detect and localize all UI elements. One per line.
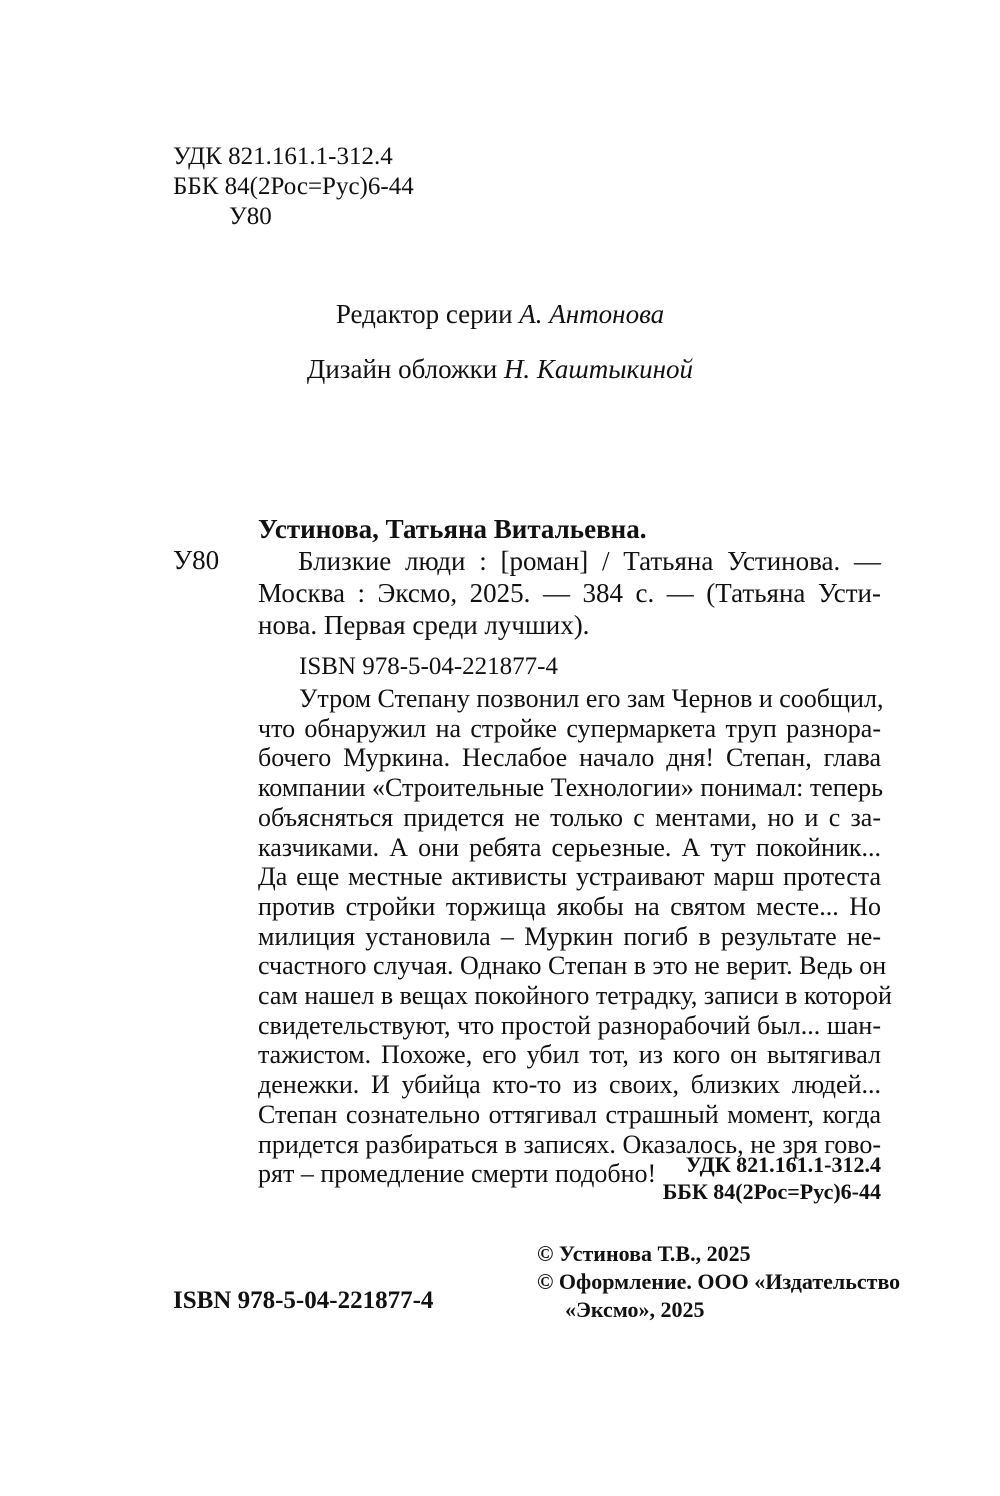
- designer-name: Н. Каштыкиной: [503, 354, 694, 384]
- cover-designer-credit: [0, 354, 1000, 385]
- annotation-line: денежки. И убийца кто-то из своих, близких людей...: [258, 1070, 881, 1100]
- annotation-line: придется разбираться в записях. Оказалось, не зря гово-: [258, 1129, 881, 1159]
- annotation-line: Да еще местные активисты устраивают марш протеста: [258, 862, 881, 892]
- biblio-line: нова. Первая среди лучших).: [258, 610, 590, 640]
- editor-name: А. Антонова: [519, 299, 665, 329]
- annotation-line: счастного случая. Однако Степан в это не верит. Ведь он: [258, 951, 887, 981]
- annotation-line: сам нашел в вещах покойного тетрадку, записи в которой: [258, 981, 892, 1011]
- annotation-line: что обнаружил на стройке супермаркета труп разнора-: [258, 713, 881, 743]
- copyright-design: © Оформление. ООО «Издательство: [537, 1269, 901, 1294]
- copyright-author: © Устинова Т.В., 2025: [537, 1241, 751, 1266]
- annotation-line: бочего Муркина. Неслабое начало дня! Степан, глава: [258, 743, 881, 773]
- author-mark: У80: [229, 203, 272, 230]
- copyright-block: [537, 1240, 900, 1324]
- designer-label: Дизайн обложки: [306, 354, 498, 384]
- annotation-line: Утром Степану позвонил его зам Чернов и сообщил,: [299, 684, 884, 713]
- bbk-footer-code: ББК 84(2Рос=Рус)6-44: [662, 1179, 881, 1204]
- isbn-entry: ISBN 978-5-04-221877-4: [299, 653, 559, 680]
- udk-code: УДК 821.161.1-312.4: [173, 143, 393, 170]
- bibliographic-description: [258, 545, 881, 641]
- udk-footer: [663, 1151, 881, 1205]
- annotation: [258, 684, 892, 1189]
- entry-author-mark: У80: [173, 545, 220, 575]
- biblio-line: Москва : Эксмо, 2025. — 384 с. — (Татьяна Усти-: [258, 578, 881, 608]
- annotation-line: казчиками. А они ребята серьезные. А тут покойник...: [258, 832, 881, 862]
- isbn-footer: ISBN 978-5-04-221877-4: [173, 1287, 434, 1314]
- annotation-line: тажистом. Похоже, его убил тот, из кого он вытягивал: [258, 1040, 881, 1070]
- biblio-line: Близкие люди : [роман] / Татьяна Устинова. —: [298, 546, 881, 576]
- series-editor-credit: [0, 299, 1000, 330]
- annotation-line: против стройки торжища якобы на святом месте... Но: [258, 891, 881, 921]
- copyright-publisher: «Эксмо», 2025: [565, 1297, 705, 1322]
- annotation-line: рят – промедление смерти подобно!: [258, 1159, 657, 1189]
- annotation-line: свидетельствуют, что простой разнорабочий был... шан-: [258, 1010, 881, 1040]
- annotation-line: компании «Строительные Технологии» понимал: теперь: [258, 773, 884, 803]
- annotation-line: милиция установила – Муркин погиб в результате не-: [258, 921, 881, 951]
- bbk-code: ББК 84(2Рос=Рус)6-44: [173, 173, 414, 200]
- annotation-line: объясняться придется не только с ментами, но и с за-: [258, 802, 881, 832]
- author-heading: Устинова, Татьяна Витальевна.: [258, 514, 647, 544]
- annotation-line: Степан сознательно оттягивал страшный момент, когда: [258, 1099, 881, 1129]
- udk-footer-code: УДК 821.161.1-312.4: [685, 1152, 881, 1177]
- udk-header: [173, 142, 414, 232]
- editor-label: Редактор серии: [335, 299, 513, 329]
